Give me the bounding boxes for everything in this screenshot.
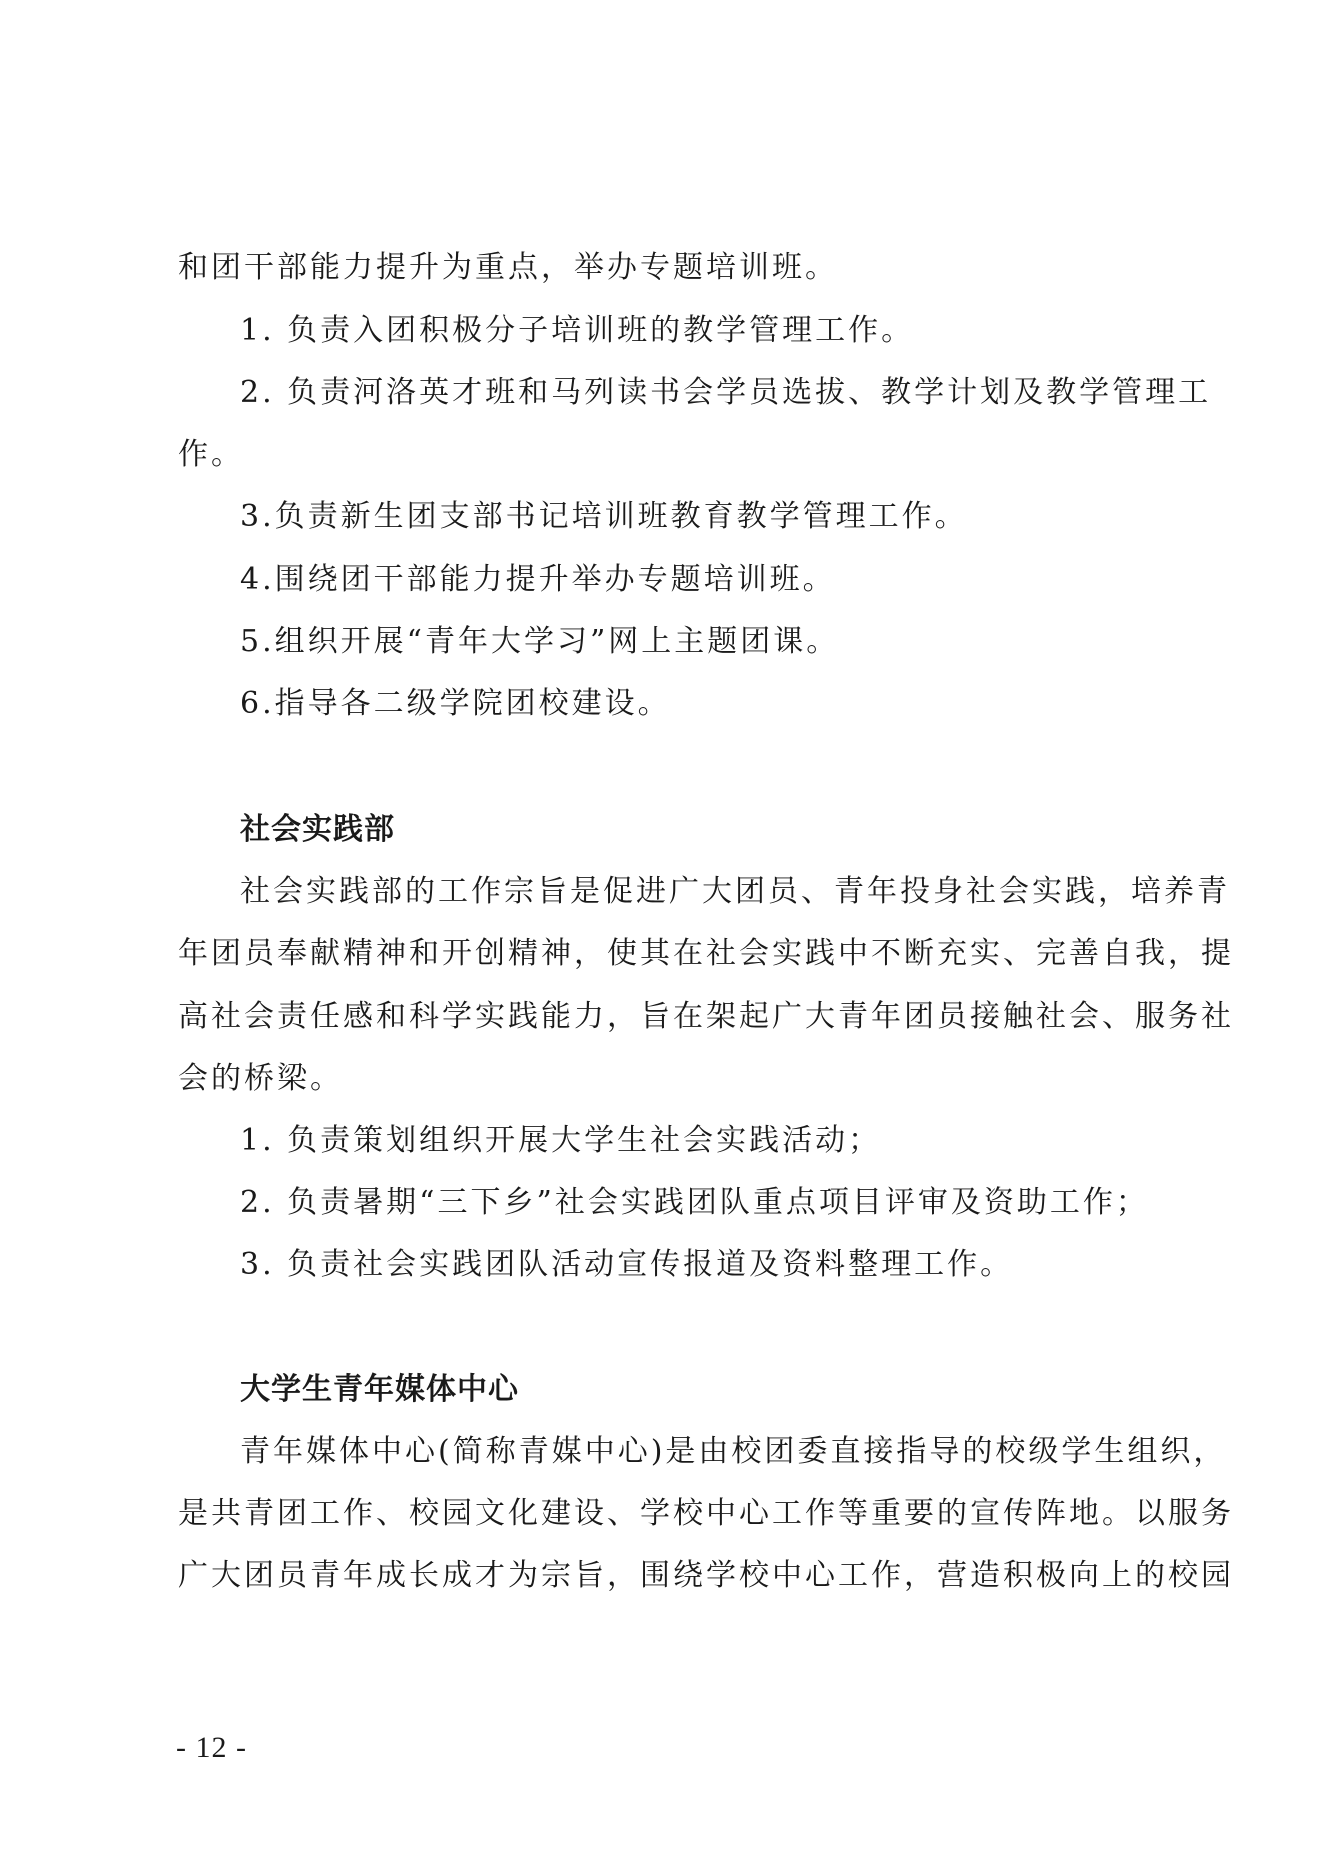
page-number: - 12 - <box>176 1731 247 1764</box>
list-item: 5.组织开展“青年大学习”网上主题团课。 <box>240 624 840 659</box>
list-item: 4.围绕团干部能力提升举办专题培训班。 <box>240 562 836 597</box>
body-text-line: 高社会责任感和科学实践能力，旨在架起广大青年团员接触社会、服务社 <box>178 999 1234 1034</box>
section-heading-youth-media-center: 大学生青年媒体中心 <box>240 1372 519 1407</box>
body-text-line: 作。 <box>178 437 244 472</box>
list-item: 2. 负责暑期“三下乡”社会实践团队重点项目评审及资助工作； <box>240 1185 1149 1220</box>
list-item: 2. 负责河洛英才班和马列读书会学员选拔、教学计划及教学管理工 <box>240 375 1212 410</box>
section-heading-social-practice: 社会实践部 <box>240 812 395 847</box>
list-item: 3. 负责社会实践团队活动宣传报道及资料整理工作。 <box>240 1247 1014 1282</box>
body-text-line: 年团员奉献精神和开创精神，使其在社会实践中不断充实、完善自我，提 <box>178 936 1234 971</box>
list-item: 6.指导各二级学院团校建设。 <box>240 686 671 721</box>
body-text-line: 青年媒体中心(简称青媒中心)是由校团委直接指导的校级学生组织， <box>240 1434 1227 1469</box>
list-item: 1. 负责策划组织开展大学生社会实践活动； <box>240 1123 882 1158</box>
body-text-line: 会的桥梁。 <box>178 1061 343 1096</box>
body-text-line: 和团干部能力提升为重点，举办专题培训班。 <box>178 250 838 285</box>
list-item: 1. 负责入团积极分子培训班的教学管理工作。 <box>240 313 915 348</box>
body-text-line: 是共青团工作、校园文化建设、学校中心工作等重要的宣传阵地。以服务 <box>178 1496 1234 1531</box>
list-item: 3.负责新生团支部书记培训班教育教学管理工作。 <box>240 499 968 534</box>
body-text-line: 广大团员青年成长成才为宗旨，围绕学校中心工作，营造积极向上的校园 <box>178 1558 1234 1593</box>
body-text-line: 社会实践部的工作宗旨是促进广大团员、青年投身社会实践，培养青 <box>240 874 1230 909</box>
